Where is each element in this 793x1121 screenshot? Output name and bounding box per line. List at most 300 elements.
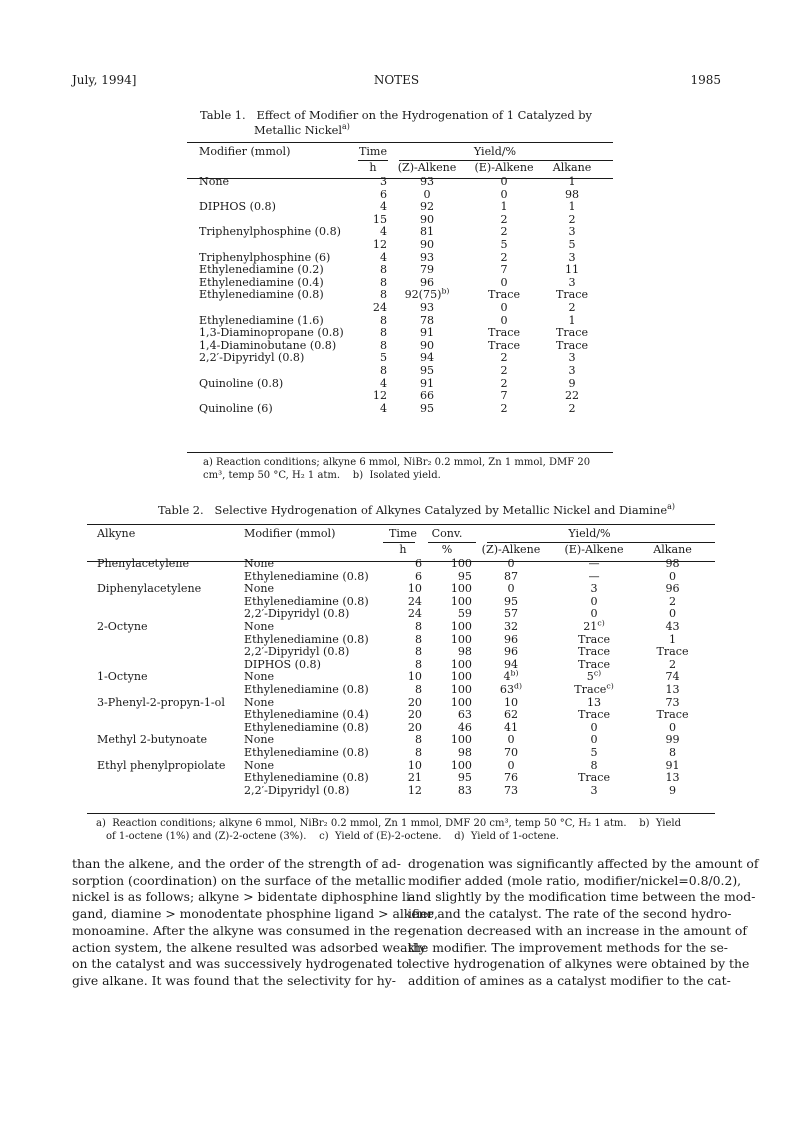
table2-cell-conv: 100 [450,670,472,684]
table2-row [97,596,707,609]
table2-col-time-unit: h [399,543,407,556]
table1-row [199,239,603,252]
table1-cell-z-alkene-value: 78 [419,313,435,327]
body-text-line: modifier added (mole ratio, modifier/nickel=0.8/0.2), [408,872,742,888]
table2-cell-alkane: 0 [668,569,677,583]
table2-cell-e-alkene-value: 8 [590,758,598,772]
table1-cell-e-alkene: 2 [500,363,508,377]
table2-row [97,621,707,634]
table2-row [97,760,707,773]
table1-header-row1 [199,144,603,160]
table2-footnotes [96,817,716,843]
table2-cell-conv: 98 [457,645,472,659]
table2-cell-alkyne: 3-Phenyl-2-propyn-1-ol [97,695,225,709]
table1-cell-modifier: Quinoline (6) [199,401,273,415]
table2-cell-z-alkene-footnote-mark: d) [514,681,523,691]
table2-cell-modifier: None [244,619,275,633]
table1-cell-alkane: 2 [568,212,576,226]
table2-col-modifier: Modifier (mmol) [244,527,336,540]
table1-cell-modifier: 1,4-Diaminobutane (0.8) [199,338,337,352]
table2-col-alkane: Alkane [653,543,692,556]
table2-cell-z-alkene-value: 10 [503,695,519,709]
table2-cell-conv: 98 [457,745,472,759]
body-text-line: sorption (coordination) on the surface of the metallic [72,872,406,888]
table1-cell-alkane: 2 [568,401,576,415]
table2-caption [158,503,675,518]
table1-cell-modifier: DIPHOS (0.8) [199,200,276,214]
table2-cell-e-alkene-value: 0 [590,594,598,608]
table1-cell-z-alkene-value: 90 [419,212,435,226]
table1-cell-time: 24 [372,300,388,314]
table2-cell-alkane: 99 [665,733,680,747]
table1-cell-time: 12 [372,237,388,251]
table2-cell-conv: 100 [450,695,472,709]
table2-cell-z-alkene-value: 96 [503,632,519,646]
body-text-line: monoamine. After the alkyne was consumed in the re- [72,922,412,938]
table1-cell-alkane: 1 [568,200,576,214]
table2-row [97,684,707,697]
table1-cell-alkane: 11 [564,263,580,277]
table1-cell-modifier: Triphenylphosphine (6) [199,250,331,264]
table1-cell-time: 8 [379,288,388,302]
table1-cell-alkane: Trace [555,326,589,340]
body-text-line: lective hydrogenation of alkynes were obtained by the [408,956,750,972]
table2-cell-modifier: Ethylenediamine (0.8) [244,720,369,734]
table1-cell-z-alkene-value: 90 [419,237,435,251]
table2-col-e-alkene: (E)-Alkene [564,543,624,556]
table2-cell-z-alkene [472,785,550,798]
table2-cell-time: 6 [414,557,422,570]
table2-cell-time: 21 [407,771,422,785]
table1-row [199,378,603,391]
table1-cell-e-alkene: 0 [500,175,508,188]
table2-cell-z-alkene-footnote-mark: b) [510,668,519,678]
table2-cell-conv: 100 [450,733,472,747]
running-header-left: July, 1994] [72,73,137,87]
table2-cell-alkane: 13 [665,771,680,785]
table2-cell-conv: 63 [457,708,472,722]
table2-cell-alkyne [97,709,244,722]
table2-cell-z-alkene-value: 70 [503,745,519,759]
table1-cell-alkane: 5 [568,237,576,251]
table1-cell-z-alkene-value: 66 [419,389,435,403]
table1-cell-z-alkene-value: 92(75) [404,288,442,302]
table1-cell-modifier: 2,2′-Dipyridyl (0.8) [199,351,305,365]
table1-cell-z-alkene-value: 91 [419,376,435,390]
table2-cell-e-alkene-value: Trace [577,645,611,659]
table1-cell-z-alkene-value: 91 [419,326,435,340]
table2-cell-z-alkene-value: 96 [503,645,519,659]
table2-row [97,697,707,710]
table2-cell-z-alkene-value: 0 [507,758,515,772]
table1-cell-alkane: 98 [564,187,580,201]
table2-cell-e-alkene-value: Trace [577,708,611,722]
table2-cell-alkyne: Diphenylacetylene [97,582,202,596]
table2-row [97,634,707,647]
table1-cell-e-alkene: Trace [487,326,521,340]
table2-cell-alkyne [97,596,244,609]
table2-cell-alkyne [97,772,244,785]
table2-col-z-alkene: (Z)-Alkene [481,543,541,556]
table2-cell-time: 6 [414,569,422,583]
table2-cell-e-alkene-footnote-mark: c) [606,681,614,691]
page-number: 1985 [690,73,721,87]
body-text-line: nickel is as follows; alkyne > bidentate diphosphine li- [72,889,415,905]
table1-row [199,365,603,378]
table2-cell-alkane: Trace [656,708,689,722]
table2-cell-conv: 100 [450,657,472,671]
table2-cell-z-alkene-value: 95 [503,594,519,608]
table2-cell-alkane: 13 [665,682,680,696]
table1-row [199,302,603,315]
table1-cell-time: 8 [379,363,388,377]
table2-cell-alkane: 91 [665,758,680,772]
table1-caption-footnote-mark: a) [341,122,350,132]
table1-cell-modifier [199,302,359,315]
body-text-line: the modifier. The improvement methods for the se- [408,939,728,955]
table2-cell-e-alkene-value: 5 [590,745,598,759]
table2-cell-modifier: None [244,557,275,570]
table1-cell-time: 8 [379,313,388,327]
table1-row [199,176,603,189]
table2-cell-e-alkene [550,785,638,798]
table2-header-row2 [97,542,707,558]
table2-row [97,583,707,596]
table2-cell-modifier: None [244,695,275,709]
table1-col-alkane: Alkane [552,161,592,174]
table2-cell-conv: 100 [450,619,472,633]
table1-cell-z-alkene-value: 95 [419,363,435,377]
table1-cell-e-alkene: 2 [500,250,508,264]
table2-cell-e-alkene-value: 13 [586,695,602,709]
table2-cell-modifier: None [244,582,275,596]
table1-cell-time: 4 [379,401,388,415]
table1-header-row2 [199,160,603,176]
table2-cell-z-alkene-value: 76 [503,771,519,785]
table1 [199,144,603,415]
table2-row [97,671,707,684]
table2-cell-alkyne [97,684,244,697]
table1-cell-time: 6 [379,187,388,201]
body-text-line: give alkane. It was found that the selectivity for hy- [72,972,396,988]
table2-cell-e-alkene-value: — [588,569,600,583]
table1-cell-alkane: 1 [568,175,576,188]
table2-cell-alkane: 9 [668,783,677,797]
table2-cell-e-alkene-value: 0 [590,720,598,734]
table2-col-conv: Conv. [431,527,463,540]
table1-cell-modifier: Ethylenediamine (0.4) [199,275,324,289]
table1-cell-e-alkene: 0 [500,300,508,314]
table2-cell-modifier: None [244,670,275,684]
table2-cell-alkane: 74 [665,670,680,684]
body-column-left [72,856,438,990]
table1-col-time: Time [358,145,388,158]
table2-cell-alkyne [97,646,244,659]
table1-cell-e-alkene: 2 [500,225,508,239]
table1-caption-line1: Table 1. Effect of Modifier on the Hydrogenation of 1 Catalyzed by [200,108,592,122]
table2-cell-z-alkene-value: 0 [507,557,515,570]
table2-cell-conv: 100 [450,682,472,696]
body-text-line: than the alkene, and the order of the strength of ad- [72,856,401,871]
table1-cell-time: 8 [379,338,388,352]
table1-cell-z-alkene-value: 81 [419,225,435,239]
table2-footnote-line2: of 1-octene (1%) and (Z)-2-octene (3%). c) Yield of (E)-2-octene. d) Yield of 1-octene. [106,831,559,842]
body-text-line: on the catalyst and was successively hydrogenated to [72,956,410,972]
table1-row [199,226,603,239]
table2-cell-e-alkene-value: Trace [574,682,607,696]
table2-cell-modifier: Ethylenediamine (0.8) [244,569,369,583]
table2-cell-z-alkene-value: 63 [499,682,515,696]
table2-cell-time: 20 [407,720,422,734]
table1-row [199,264,603,277]
table2-cell-alkane: 98 [665,557,680,570]
table2-cell-e-alkene-footnote-mark: c) [597,618,605,628]
table2-cell-e-alkene-value: 5 [586,670,594,684]
table1-cell-modifier: Ethylenediamine (0.8) [199,288,324,302]
table2-row [97,659,707,672]
body-text-line: action system, the alkene resulted was adsorbed weakly [72,939,426,955]
table2-cell-alkyne: 1-Octyne [97,670,148,684]
table2-row [97,747,707,760]
table2-caption-text: Table 2. Selective Hydrogenation of Alkynes Catalyzed by Metallic Nickel and Diamine [158,503,668,517]
table1-row [199,289,603,302]
table2-cell-e-alkene-value: 3 [590,582,598,596]
table2-cell-time: 24 [407,594,422,608]
table1-cell-z-alkene-value: 92 [419,200,435,214]
table2-cell-e-alkene-value: Trace [577,771,611,785]
table1-col-e-alkene: (E)-Alkene [474,161,534,174]
table2-cell-time: 8 [414,733,422,747]
table2-row [97,772,707,785]
table1-cell-time: 8 [379,263,388,277]
table2-cell-time: 20 [407,708,422,722]
table2-cell-e-alkene-footnote-mark: c) [593,668,602,678]
table1-cell-time: 12 [372,389,388,403]
table2-cell-conv: 46 [457,720,472,734]
body-column-right [408,856,759,990]
table2-cell-modifier: Ethylenediamine (0.4) [244,708,369,722]
table1-cell-modifier [199,239,359,252]
table2-cell-z-alkene-value: 4 [503,670,511,684]
table2-row [97,558,707,571]
table2-cell-time: 12 [407,783,422,797]
table1-cell-e-alkene: Trace [487,288,521,302]
table2-cell-time: 8 [414,657,422,671]
table1-bottom-rule [187,452,613,453]
table1-cell-alkane: 2 [568,300,576,314]
table2-cell-z-alkene-value: 73 [503,783,519,797]
table1-cell-time: 5 [379,351,388,365]
table1-row [199,403,603,416]
table2-bottom-rule [87,813,715,814]
table2-cell-e-alkene-value: 21 [583,619,598,633]
table1-cell-alkane: 3 [568,225,576,239]
table2-cell-z-alkene-value: 94 [503,657,519,671]
table2-cell-alkane: 73 [665,695,680,709]
table1-footnotes [203,456,613,482]
table2-cell-alkane: 2 [668,594,677,608]
table2-cell-conv: 100 [450,557,472,570]
table1-cell-modifier: Ethylenediamine (0.2) [199,263,324,277]
table2-cell-e-alkene-value: 0 [590,733,598,747]
table1-cell-z-alkene-value: 93 [419,300,435,314]
table2-cell-alkyne: Methyl 2-butynoate [97,733,208,747]
table2-cell-time: 8 [414,632,422,646]
table1-row [199,201,603,214]
table2-cell-time: 10 [407,582,422,596]
body-text-line: ifier and the catalyst. The rate of the second hydro- [408,906,732,922]
table1-cell-alkane: Trace [555,288,589,302]
body-text-line: drogenation was significantly affected by the amount of [408,856,759,871]
table2-cell-modifier: Ethylenediamine (0.8) [244,632,369,646]
table1-cell-z-alkene-value: 94 [419,351,435,365]
table2-cell-e-alkene-value: Trace [577,632,611,646]
table1-cell-e-alkene: 2 [500,376,508,390]
table1-cell-time: 8 [379,326,388,340]
table2-cell-modifier: Ethylenediamine (0.8) [244,594,369,608]
table1-cell-e-alkene: 1 [500,200,508,214]
table1-cell-modifier: Ethylenediamine (1.6) [199,313,324,327]
table2-col-conv-unit: % [441,543,453,556]
table1-cell-modifier: Triphenylphosphine (0.8) [199,225,341,239]
table2-cell-alkyne [97,785,244,798]
table1-footnote-line1: a) Reaction conditions; alkyne 6 mmol, NiBr₂ 0.2 mmol, Zn 1 mmol, DMF 20 [203,457,591,468]
table1-col-yield: Yield/% [473,145,517,158]
table1-cell-modifier: Quinoline (0.8) [199,376,284,390]
table2-row [97,785,707,798]
table2-cell-modifier: 2,2′-Dipyridyl (0.8) [244,607,350,621]
table2-cell-modifier: None [244,758,275,772]
table2-header-row1 [97,526,707,542]
table1-footnote-line2: cm³, temp 50 °C, H₂ 1 atm. b) Isolated yield. [203,470,441,481]
table1-caption [200,108,610,138]
table1-col-modifier: Modifier (mmol) [199,145,291,158]
table2-top-rule [87,524,715,525]
table2-cell-conv: 100 [450,758,472,772]
table2-cell-z-alkene-value: 41 [503,720,519,734]
table2-cell-modifier: DIPHOS (0.8) [244,657,321,671]
table2-cell-conv: 95 [457,771,472,785]
table1-row [199,352,603,365]
table2-cell-e-alkene-value: — [588,557,600,570]
table1-cell-time: 8 [379,275,388,289]
table1-col-time-unit: h [369,161,377,174]
table2-cell-alkane: 0 [668,720,677,734]
table1-cell-time: 15 [372,212,388,226]
table2-row [97,608,707,621]
table1-cell-e-alkene: 0 [500,313,508,327]
table2-cell-time: 8 [414,619,422,633]
table2-cell-alkyne: Phenylacetylene [97,557,190,570]
table1-cell-alkane: 3 [568,363,576,377]
table2-col-time: Time [388,527,418,540]
table1-cell-time: 4 [379,250,388,264]
table2-body [97,558,707,797]
table2-col-alkyne: Alkyne [97,527,136,540]
table1-cell-alkane: 1 [568,313,576,327]
body-text-line: addition of amines as a catalyst modifier to the cat- [408,972,731,988]
table1-cell-z-alkene-value: 93 [419,175,435,188]
table1-cell-time: 4 [379,225,388,239]
table1-row [199,327,603,340]
table2-footnote-line1: a) Reaction conditions; alkyne 6 mmol, NiBr₂ 0.2 mmol, Zn 1 mmol, DMF 20 cm³, temp 50 °C, H₂ 1 atm. b) Yield [96,818,682,829]
table2-caption-footnote-mark: a) [667,502,676,512]
table2-cell-modifier: 2,2′-Dipyridyl (0.8) [244,645,350,659]
table2-cell-z-alkene-value: 62 [503,708,519,722]
table1-cell-modifier [199,365,359,378]
table1-cell-modifier [199,390,359,403]
table1-cell-e-alkene: 7 [500,263,508,277]
running-header-center: NOTES [373,73,420,87]
table1-cell-e-alkene: 0 [500,187,508,201]
table1-cell-e-alkene: 5 [500,237,508,251]
table1-cell-e-alkene: 0 [500,275,508,289]
table2-cell-z-alkene-value: 57 [503,607,519,621]
table2-cell-conv: 100 [450,582,472,596]
table2-cell-z-alkene-value: 0 [507,582,515,596]
table2-cell-alkyne: 2-Octyne [97,619,148,633]
table2-cell-e-alkene-value: 0 [590,607,598,621]
table1-caption-line2: Metallic Nickel [254,123,342,137]
table2-cell-conv: 100 [450,594,472,608]
table2-cell-alkane: 2 [668,657,677,671]
table2-cell-alkyne [97,634,244,647]
body-text-line: gand, diamine > monodentate phosphine ligand > alkene, [72,906,438,922]
table2-cell-e-alkene-value: 3 [590,783,598,797]
table2-cell-z-alkene-value: 32 [503,619,519,633]
table1-cell-z-alkene-value: 96 [419,275,435,289]
table2-cell-alkane: 0 [668,607,677,621]
table2-cell-alkane: 1 [668,632,677,646]
table1-col-z-alkene: (Z)-Alkene [397,161,457,174]
table1-cell-e-alkene: Trace [487,338,521,352]
table1-cell-time: 3 [379,175,388,188]
table2-cell-modifier: 2,2′-Dipyridyl (0.8) [244,783,350,797]
table2-cell-alkane: Trace [656,645,689,659]
table2-cell-z-alkene-value: 87 [503,569,519,583]
table2-cell-time: 10 [407,670,422,684]
table1-cell-alkane: Trace [555,338,589,352]
table2-cell-alkane: 43 [665,619,680,633]
table1-cell-e-alkene: 7 [500,389,508,403]
table1-cell-alkane: 22 [564,389,580,403]
table1-top-rule [187,142,613,143]
table2-cell-modifier: None [244,733,275,747]
table1-cell-z-alkene-value: 0 [423,187,431,201]
table2-cell-time: 8 [414,745,422,759]
table1-cell-e-alkene: 2 [500,351,508,365]
table2-cell-time: 8 [414,682,422,696]
table1-cell-modifier: 1,3-Diaminopropane (0.8) [199,326,344,340]
table1-row [199,390,603,403]
table1-cell-e-alkene: 2 [500,212,508,226]
table2-cell-conv: 59 [457,607,472,621]
table1-cell-alkane: 9 [568,376,576,390]
table2-cell-time: 24 [407,607,422,621]
table2-row [97,709,707,722]
table2-cell-conv: 83 [457,783,472,797]
table1-cell-z-alkene [387,403,467,416]
table2-cell-modifier: Ethylenediamine (0.8) [244,745,369,759]
table2-row [97,646,707,659]
table1-body [199,176,603,415]
table2 [97,526,707,797]
table1-cell-time: 4 [379,376,388,390]
table2-cell-time: 20 [407,695,422,709]
table1-cell-z-alkene-value: 93 [419,250,435,264]
table1-cell-e-alkene: 2 [500,401,508,415]
table2-col-yield: Yield/% [568,527,611,540]
